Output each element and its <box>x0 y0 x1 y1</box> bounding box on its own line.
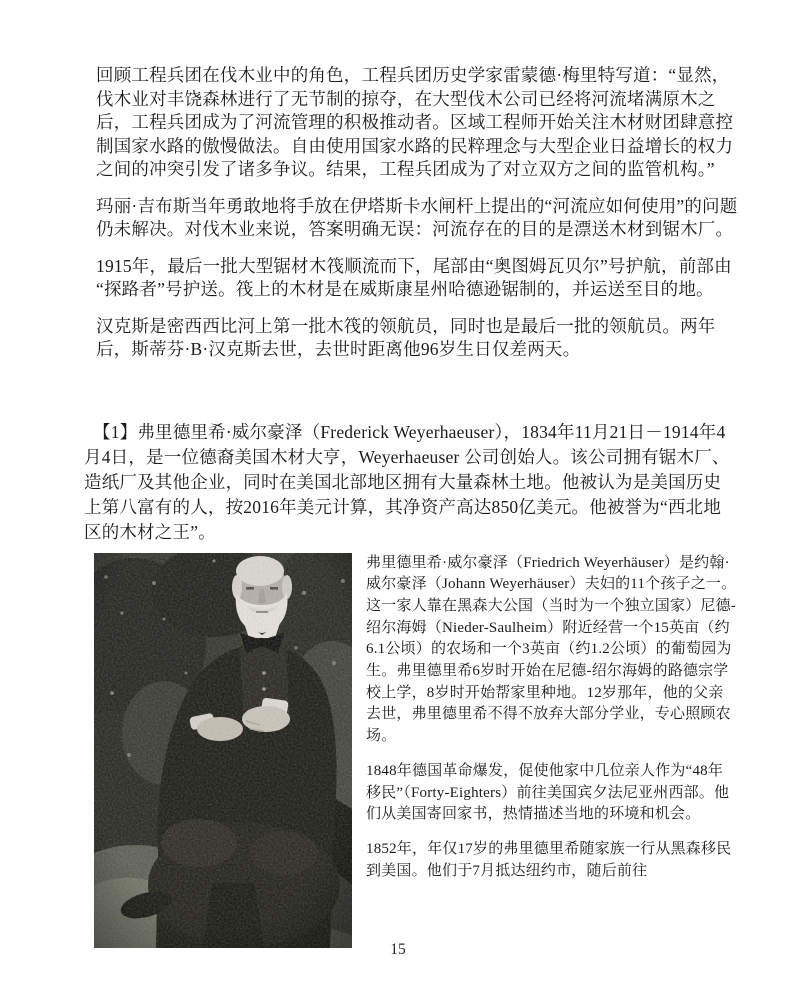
weyerhaeuser-photo-graphic <box>94 553 352 948</box>
bio-paragraph-3: 1852年，年仅17岁的弗里德里希随家族一行从黑森移民到美国。他们于7月抵达纽约市，随后前往 <box>366 840 732 879</box>
bio-paragraph-2: 1848年德国革命爆发，促使他家中几位亲人作为“48年移民”（Forty-Eighters）前往美国宾夕法尼亚州西部。他们从美国寄回家书，热情描述当地的环境和机会。 <box>366 762 730 823</box>
body-paragraph-1: 回顾工程兵团在伐木业中的角色，工程兵团历史学家雷蒙德·梅里特写道：“显然，伐木业对丰饶森林进行了无节制的掠夺，在大型伐木公司已经将河流堵满原木之后，工程兵团成为了河流管理的积极推动者。区域工程师开始关注木材财团肆意控制国家水路的傲慢做法。自由使用国家水路的民粹理念与大型企业日益增长的权力之间的冲突引发了诸多争议。结果，工程兵团成为了对立双方之间的监管机构。” <box>96 65 734 179</box>
body-paragraph-4: 汉克斯是密西西比河上第一批木筏的领航员，同时也是最后一批的领航员。两年后，斯蒂芬·B·汉克斯去世，去世时距离他96岁生日仅差两天。 <box>96 315 716 359</box>
photo-side-text <box>366 553 738 896</box>
bio-paragraph-1: 弗里德里希·威尔豪泽（Friedrich Weyerhäuser）是约翰·威尔豪泽（Johann Weyerhäuser）夫妇的11个孩子之一。这一家人靠在黑森大公国（当时为一个独立国家）尼德-绍尔海姆（Nieder-Saulheim）附近经营一个15英亩（约6.1公顷）的农场和一个3英亩（约1.2公顷）的葡萄园为生。弗里德里希6岁时开始在尼德-绍尔海姆的路德宗学校上学，8岁时开始帮家里种地。12岁那年，他的父亲去世，弗里德里希不得不放弃大部分学业，专心照顾农场。 <box>366 554 737 745</box>
text-column <box>84 64 738 948</box>
portrait-photo <box>94 553 352 948</box>
footnote-weyerhaeuser: 【1】弗里德里希·威尔豪泽（Frederick Weyerhaeuser），1834年11月21日－1914年4月4日，是一位德裔美国木材大亨，Weyerhaeuser 公司创始人。该公司拥有锯木厂、造纸厂及其他企业，同时在美国北部地区拥有大量森林土地。他被认为是美国历史上第八富有的人，按2016年美元计算，其净资产高达850亿美元。他被誉为“西北地区的木材之王”。 <box>84 421 730 542</box>
body-paragraph-3: 1915年，最后一批大型锯材木筏顺流而下，尾部由“奥图姆瓦贝尔”号护航，前部由“探路者”号护送。筏上的木材是在威斯康星州哈德逊锯制的，并运送至目的地。 <box>96 255 732 299</box>
page-number: 15 <box>390 941 406 958</box>
photo-and-biography-section <box>94 553 738 948</box>
body-paragraph-2: 玛丽·吉布斯当年勇敢地将手放在伊塔斯卡水闸杆上提出的“河流应如何使用”的问题仍未解决。对伐木业来说，答案明确无误：河流存在的目的是漂送木材到锯木厂。 <box>96 195 738 239</box>
